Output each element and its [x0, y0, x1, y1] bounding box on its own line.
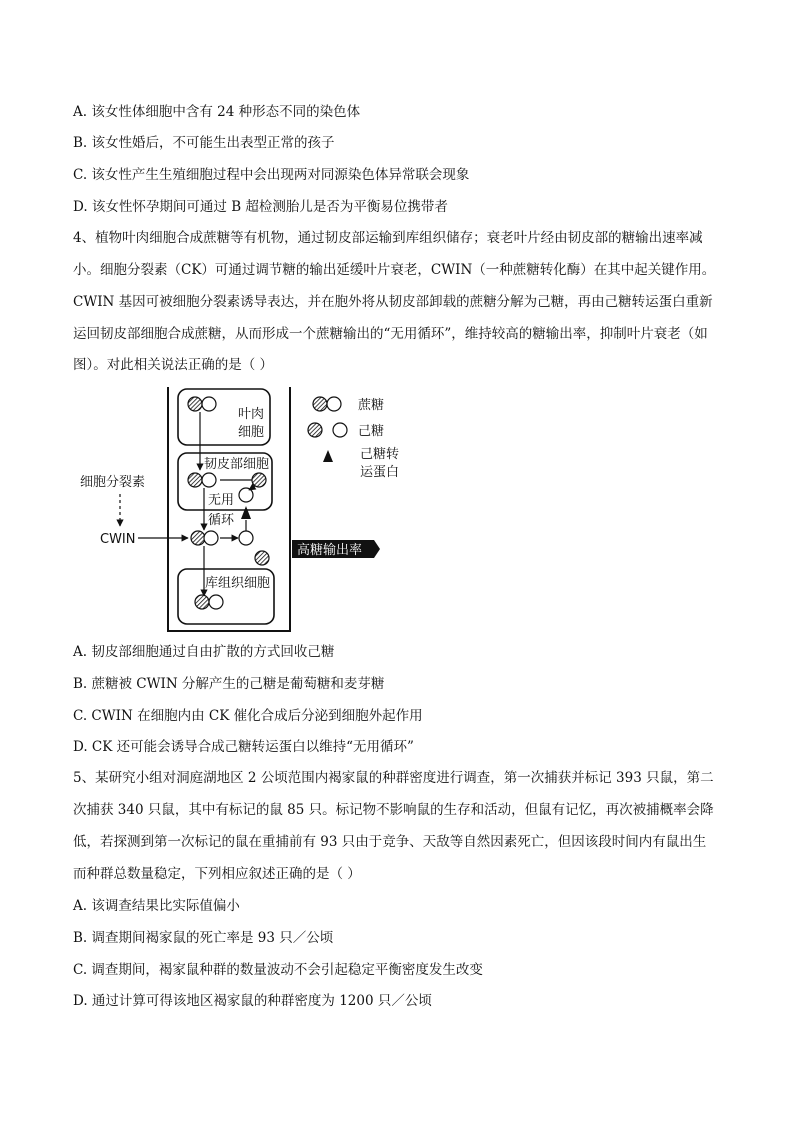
legend-hexose-label: 己糖: [358, 424, 385, 439]
sink-tissue-label: 库组织细胞: [205, 576, 271, 591]
high-output-label: 高糖输出率: [297, 543, 363, 558]
q4-stem-line-5: 图）。对此相关说法正确的是（ ）: [73, 357, 274, 373]
legend-transporter-label-2: 运蛋白: [360, 465, 400, 480]
futile-cycle-label-1: 无用: [208, 493, 235, 508]
cytokinin-label: 细胞分裂素: [80, 475, 146, 490]
sugar-transport-diagram: [60, 382, 480, 632]
legend-sucrose-label: 蔗糖: [358, 398, 385, 413]
q4-stem-line-4: 运回韧皮部细胞合成蔗糖，从而形成一个蔗糖输出的“无用循环”，维持较高的糖输出率，抑制叶片衰老（如: [73, 326, 708, 342]
q4-stem-line-3: CWIN 基因可被细胞分裂素诱导表达，并在胞外将从韧皮部卸载的蔗糖分解为己糖，再由己糖转运蛋白重新: [73, 294, 713, 310]
q5-option-d: D. 通过计算可得该地区褐家鼠的种群密度为 1200 只／公顷: [73, 993, 432, 1009]
legend-sucrose-icon: [313, 397, 327, 411]
q4-option-a: A. 韧皮部细胞通过自由扩散的方式回收己糖: [73, 644, 335, 660]
extracellular-sucrose: [191, 531, 205, 545]
q5-option-b: B. 调查期间褐家鼠的死亡率是 93 只／公顷: [73, 930, 334, 946]
hexose-transporter-icon: [241, 506, 251, 519]
legend-transporter-icon: [323, 450, 333, 462]
q4-option-d: D. CK 还可能会诱导合成己糖转运蛋白以维持“无用循环”: [73, 739, 414, 755]
legend-hexose-icon: [308, 423, 322, 437]
futile-cycle-label-2: 循环: [208, 513, 235, 528]
cwin-label: CWIN: [100, 532, 136, 547]
q5-stem-line-1: 5、某研究小组对洞庭湖地区 2 公顷范围内褐家鼠的种群密度进行调查，第一次捕获并标记 393 只鼠，第二: [73, 770, 714, 786]
legend-transporter-label-1: 己糖转: [360, 447, 400, 462]
q4-option-b: B. 蔗糖被 CWIN 分解产生的己糖是葡萄糖和麦芽糖: [73, 676, 385, 692]
q3-option-a: A. 该女性体细胞中含有 24 种形态不同的染色体: [73, 104, 361, 120]
q5-stem-line-3: 低，若探测到第一次标记的鼠在重捕前有 93 只由于竞争、天敌等自然因素死亡，但因该段时间内有鼠出生: [73, 834, 707, 850]
q5-stem-line-2: 次捕获 340 只鼠，其中有标记的鼠 85 只。标记物不影响鼠的生存和活动，但鼠有记忆，再次被捕概率会降: [73, 802, 714, 818]
q5-stem-line-4: 而种群总数量稳定，下列相应叙述正确的是（ ）: [73, 866, 361, 882]
q4-stem-line-2: 小。细胞分裂素（CK）可通过调节糖的输出延缓叶片衰老，CWIN（一种蔗糖转化酶）在其中起关键作用。: [73, 262, 716, 278]
q4-stem-line-1: 4、植物叶肉细胞合成蔗糖等有机物，通过韧皮部运输到库组织储存；衰老叶片经由韧皮部的糖输出速率减: [73, 230, 703, 246]
q3-option-c: C. 该女性产生生殖细胞过程中会出现两对同源染色体异常联会现象: [73, 167, 470, 183]
q4-option-c: C. CWIN 在细胞内由 CK 催化合成后分泌到细胞外起作用: [73, 708, 423, 724]
q3-option-b: B. 该女性婚后，不可能生出表型正常的孩子: [73, 135, 335, 151]
mesophyll-label-1: 叶肉: [238, 407, 265, 422]
mesophyll-label-2: 细胞: [238, 425, 265, 440]
phloem-label: 韧皮部细胞: [204, 457, 270, 472]
q5-option-c: C. 调查期间，褐家鼠种群的数量波动不会引起稳定平衡密度发生改变: [73, 962, 483, 978]
q5-option-a: A. 该调查结果比实际值偏小: [73, 898, 240, 914]
q3-option-d: D. 该女性怀孕期间可通过 B 超检测胎儿是否为平衡易位携带者: [73, 199, 448, 215]
